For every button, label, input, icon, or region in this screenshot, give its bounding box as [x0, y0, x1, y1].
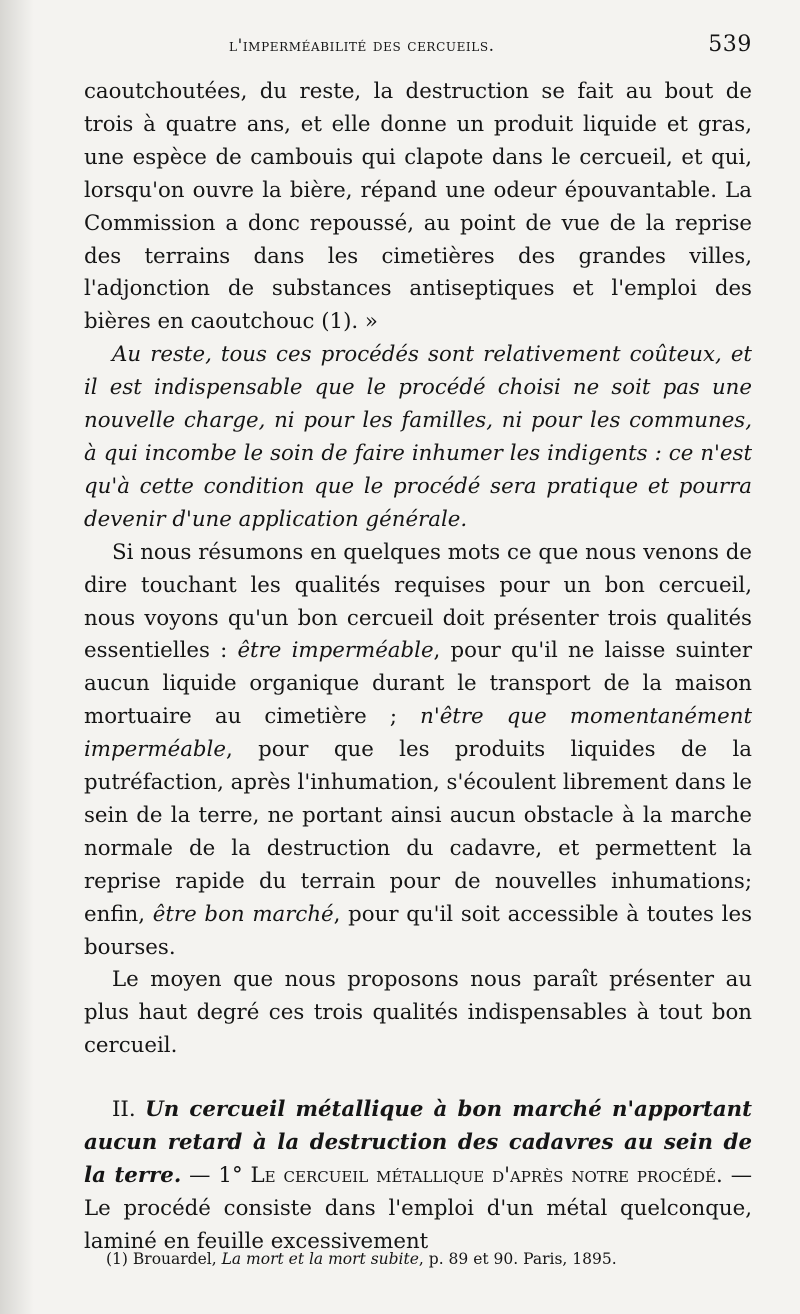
- body-text: [84, 76, 752, 1259]
- running-title: l'imperméabilité des cercueils.: [229, 36, 495, 56]
- section-heading: [84, 1094, 752, 1259]
- footnote-work-title: La mort et la mort subite: [221, 1250, 419, 1268]
- emphasis-bon-marche: être bon marché: [152, 901, 334, 927]
- paragraph-3-text-1: Si nous résumons en quelques mots ce que nous venons de dire touchant les qualités requises pour un bon cercueil, nous voyons qu'un bon cercueil doit présenter trois qualités essentielles :: [84, 539, 752, 664]
- section-numeral: II.: [112, 1097, 136, 1123]
- section-dash: —: [181, 1163, 219, 1188]
- section-text: — Le procédé consiste dans l'emploi d'un métal quelconque, laminé en feuille excessivement: [84, 1163, 752, 1254]
- paragraph-3-text-2: , pour qu'il ne laisse suinter aucun liquide organique durant le transport de la maison mortuaire au cimetière ;: [84, 638, 752, 730]
- footnote-details: , p. 89 et 90. Paris, 1895.: [418, 1250, 617, 1268]
- paragraph-3: [84, 537, 752, 965]
- subsection-heading: Le cercueil métallique d'après notre procédé.: [250, 1163, 723, 1188]
- paragraph-3-text-4: , pour qu'il soit accessible à toutes les bourses.: [84, 901, 752, 960]
- section-title: Un cercueil métallique à bon marché n'apportant aucun retard à la destruction des cadavres au sein de la terre.: [84, 1097, 752, 1188]
- footnote-author: Brouardel,: [132, 1250, 217, 1268]
- paragraph-4: Le moyen que nous proposons nous paraît présenter au plus haut degré ces trois qualités indispensables à tout bon cercueil.: [84, 967, 752, 1059]
- page-header: [84, 28, 752, 76]
- footnote-marker: (1): [106, 1250, 128, 1268]
- footnote: [106, 1250, 617, 1268]
- subsection-number: 1°: [218, 1163, 243, 1188]
- gutter-shadow: [0, 0, 34, 1314]
- emphasis-impermeable: être imperméable: [237, 638, 434, 664]
- paragraph-1: caoutchoutées, du reste, la destruction se fait au bout de trois à quatre ans, et elle donne un produit liquide et gras, une espèce de cambouis qui clapote dans le cercueil, et qui, lorsqu'on ouvre la bière, répand une odeur épouvantable. La Commission a donc repoussé, au point de vue de la reprise des terrains dans les cimetières des grandes villes, l'adjonction de substances antiseptiques et l'emploi des bières en caoutchouc (1). »: [84, 79, 752, 335]
- paragraph-2: Au reste, tous ces procédés sont relativement coûteux, et il est indispensable que le procédé choisi ne soit pas une nouvelle charge, ni pour les familles, ni pour les communes, à qui incombe le soin de faire inhumer les indigents : ce n'est qu'à cette condition que le procédé sera pratique et pourra devenir d'une application générale.: [84, 342, 752, 532]
- page-number: 539: [708, 32, 752, 57]
- paragraph-3-text-3: , pour que les produits liquides de la putréfaction, après l'inhumation, s'écoulent librement dans le sein de la terre, ne portant ainsi aucun obstacle à la marche normale de la destruction du cadavre, et permettent la reprise rapide du terrain pour de nouvelles inhumations; enfin,: [84, 737, 752, 927]
- emphasis-momentanement-impermeable: n'être que momentanément imperméable: [84, 704, 753, 763]
